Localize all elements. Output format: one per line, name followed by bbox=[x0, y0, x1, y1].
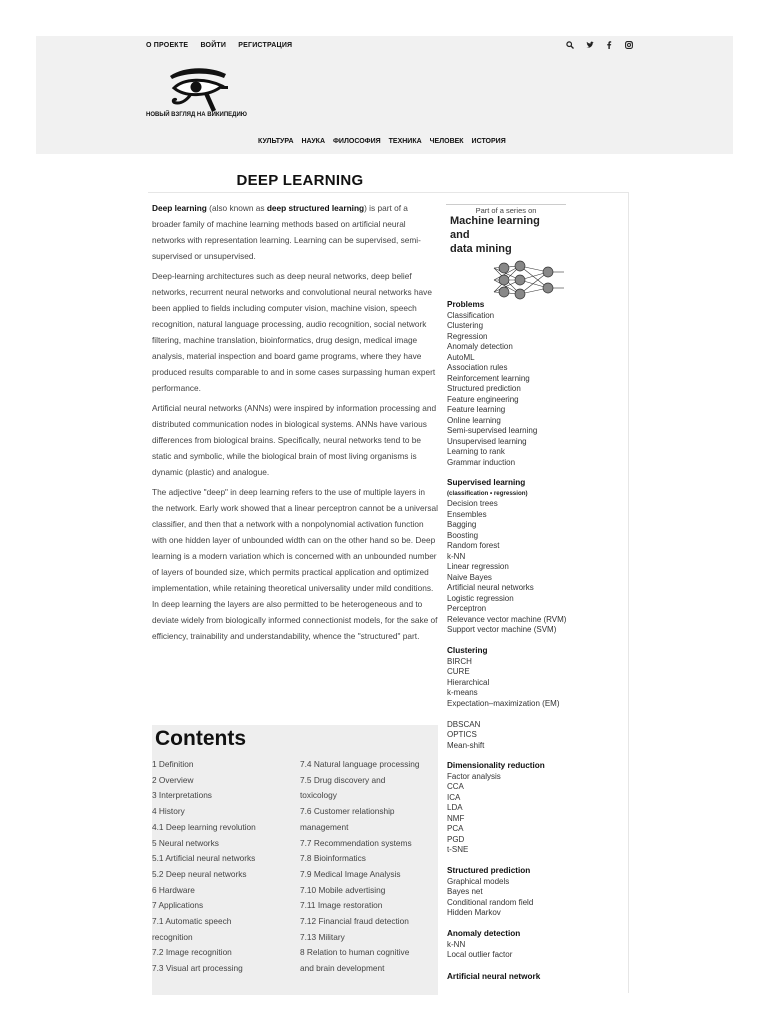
category-culture[interactable]: КУЛЬТУРА bbox=[258, 138, 294, 145]
toc-title: Contents bbox=[155, 727, 246, 750]
infobox-problems: Problems Classification Clustering Regression Anomaly detection AutoML Association rules Reinforcement learning Structured prediction Feature engineering Feature learning Online learning Semi-supervised learning Unsupervised learning Learning to rank Grammar induction bbox=[447, 300, 538, 467]
infobox-link[interactable]: PCA bbox=[447, 824, 464, 833]
toc-item[interactable]: 7 Applications bbox=[152, 900, 204, 911]
toc-item[interactable]: recognition bbox=[152, 931, 193, 942]
category-technology[interactable]: ТЕХНИКА bbox=[388, 138, 422, 145]
infobox-link[interactable]: Bagging bbox=[447, 520, 477, 529]
infobox-link[interactable]: Anomaly detection bbox=[447, 342, 513, 351]
toc-item[interactable]: 7.1 Automatic speech bbox=[152, 916, 232, 927]
infobox-anomaly-detection: Anomaly detection k-NN Local outlier factor bbox=[447, 929, 521, 959]
infobox-link[interactable]: Boosting bbox=[447, 530, 479, 540]
toc-item[interactable]: 7.6 Customer relationship bbox=[300, 806, 395, 817]
infobox-link[interactable]: Online learning bbox=[447, 415, 501, 425]
category-history[interactable]: ИСТОРИЯ bbox=[471, 138, 506, 145]
top-nav-about[interactable]: О ПРОЕКТЕ bbox=[146, 42, 189, 49]
infobox bbox=[446, 204, 626, 992]
instagram-icon[interactable] bbox=[625, 41, 633, 51]
toc-item[interactable]: 1 Definition bbox=[152, 759, 194, 769]
toc-item[interactable]: 7.12 Financial fraud detection bbox=[300, 916, 409, 927]
infobox-link[interactable]: Hierarchical bbox=[447, 677, 490, 687]
paragraph-4: The adjective "deep" in deep learning refers to the use of multiple layers in the network. Early work showed that a linear perceptron cannot be a universal classifier, and then that a network with a nonpolynomial activation function with one hidden layer of unbounded width can on the other hand so be. Deep learning is a modern variation which is concerned with an unbounded number of layers of bounded size, which permits practical application and optimized implementation, while retaining theoretical universality under mild conditions. In deep learning the layers are also permitted to be heterogeneous and to deviate widely from biologically informed connectionist models, for the sake of efficiency, trainability and understandability, whence the "structured" part. bbox=[152, 487, 438, 641]
toc-item[interactable]: 7.9 Medical Image Analysis bbox=[300, 868, 401, 879]
infobox-link[interactable]: NMF bbox=[447, 813, 465, 823]
infobox-link[interactable]: Relevance vector machine (RVM) bbox=[447, 614, 567, 624]
infobox-link[interactable]: CURE bbox=[447, 667, 470, 676]
infobox-link[interactable]: LDA bbox=[447, 803, 463, 812]
toc-item[interactable]: 5.2 Deep neural networks bbox=[152, 868, 247, 879]
toc-item[interactable]: 7.8 Bioinformatics bbox=[300, 853, 366, 864]
infobox-link[interactable]: Association rules bbox=[447, 363, 508, 372]
infobox-link[interactable]: PGD bbox=[447, 834, 465, 844]
category-science[interactable]: НАУКА bbox=[301, 138, 325, 145]
site-header bbox=[36, 36, 733, 154]
article-title: DEEP LEARNING bbox=[236, 172, 364, 189]
top-nav-register[interactable]: РЕГИСТРАЦИЯ bbox=[238, 42, 293, 49]
infobox-link[interactable]: Unsupervised learning bbox=[447, 436, 527, 446]
paragraph-2: Deep-learning architectures such as deep neural networks, deep belief networks, recurrent neural networks and convolutional neural networks have been applied to fields including computer vision, machine vision, speech recognition, natural language processing, audio recognition, social network filtering, machine translation, bioinformatics, drug design, medical image analysis, material inspection and board game programs, where they have produced results comparable to and in some cases surpassing human expert performance. bbox=[152, 271, 436, 393]
toc-item[interactable]: 4 History bbox=[152, 806, 185, 817]
infobox-structured-prediction: Structured prediction Graphical models Bayes net Conditional random field Hidden Markov bbox=[447, 866, 534, 917]
infobox-link[interactable]: DBSCAN bbox=[447, 719, 481, 729]
category-nav bbox=[258, 138, 512, 145]
infobox-link[interactable]: Learning to rank bbox=[447, 447, 505, 456]
term-deep-structured-learning: deep structured learning bbox=[266, 203, 365, 213]
infobox-link[interactable]: Conditional random field bbox=[447, 897, 534, 907]
toc-item[interactable]: 7.3 Visual art processing bbox=[152, 963, 243, 974]
toc-item[interactable]: 7.4 Natural language processing bbox=[300, 759, 420, 769]
infobox-clustering: Clustering BIRCH CURE Hierarchical k-means Expectation–maximization (EM) DBSCAN OPTICS Mean-shift bbox=[447, 646, 560, 750]
infobox-dimensionality-reduction: Dimensionality reduction Factor analysis CCA ICA LDA NMF PCA PGD t-SNE bbox=[447, 761, 545, 854]
infobox-link[interactable]: Logistic regression bbox=[447, 593, 514, 603]
category-human[interactable]: ЧЕЛОВЕК bbox=[429, 138, 464, 145]
infobox-link[interactable]: Factor analysis bbox=[447, 771, 501, 781]
article-body bbox=[152, 200, 438, 648]
social-icons bbox=[566, 41, 643, 51]
toc-item[interactable]: 5 Neural networks bbox=[152, 837, 219, 848]
search-icon[interactable] bbox=[566, 41, 574, 51]
eye-of-horus-logo[interactable] bbox=[166, 66, 230, 116]
paragraph-3: Artificial neural networks (ANNs) were inspired by information processing and distributed communication nodes in biological systems. ANNs have various differences from biological brains. Specifically, neural networks tend to be static and symbolic, while the biological brain of most living organisms is dynamic (plastic) and analogue. bbox=[152, 403, 437, 477]
infobox-link[interactable]: Local outlier factor bbox=[447, 950, 513, 959]
neural-network-diagram-icon bbox=[492, 260, 568, 300]
infobox-link[interactable]: ICA bbox=[447, 792, 461, 802]
table-of-contents bbox=[152, 725, 438, 995]
toc-item[interactable]: 8 Relation to human cognitive bbox=[300, 947, 410, 958]
infobox-link[interactable]: Clustering bbox=[447, 321, 484, 330]
infobox-link[interactable]: Linear regression bbox=[447, 562, 509, 571]
infobox-ann: Artificial neural network bbox=[447, 972, 541, 981]
infobox-link[interactable]: k-NN bbox=[447, 551, 466, 561]
toc-item[interactable]: 3 Interpretations bbox=[152, 790, 212, 801]
infobox-link[interactable]: Hidden Markov bbox=[447, 908, 501, 917]
term-deep-learning: Deep learning bbox=[152, 203, 207, 213]
toc-item[interactable]: management bbox=[300, 821, 349, 832]
toc-item[interactable]: toxicology bbox=[300, 790, 337, 801]
facebook-icon[interactable] bbox=[606, 41, 612, 51]
infobox-heading: Machine learning and data mining bbox=[450, 215, 540, 255]
infobox-link[interactable]: Decision trees bbox=[447, 499, 498, 508]
toc-item[interactable]: 7.11 Image restoration bbox=[300, 900, 383, 911]
infobox-link[interactable]: Mean-shift bbox=[447, 740, 485, 750]
infobox-link[interactable]: Feature engineering bbox=[447, 394, 519, 404]
infobox-link[interactable]: Naive Bayes bbox=[447, 572, 492, 582]
infobox-link[interactable]: Expectation–maximization (EM) bbox=[447, 698, 560, 708]
logo-text: НОВЫЙ ВЗГЛЯД НА ВИКИПЕДИЮ bbox=[146, 112, 247, 118]
infobox-link[interactable]: BIRCH bbox=[447, 656, 472, 666]
infobox-link bbox=[447, 709, 559, 720]
toc-column-1 bbox=[152, 757, 256, 977]
infobox-link[interactable]: Ensembles bbox=[447, 509, 487, 519]
infobox-link[interactable]: Graphical models bbox=[447, 876, 510, 886]
infobox-link[interactable]: OPTICS bbox=[447, 730, 477, 739]
infobox-link[interactable]: k-NN bbox=[447, 939, 466, 949]
infobox-link[interactable]: CCA bbox=[447, 782, 464, 791]
infobox-link[interactable]: Artificial neural networks bbox=[447, 583, 534, 592]
infobox-link[interactable]: Regression bbox=[447, 331, 488, 341]
infobox-link[interactable]: AutoML bbox=[447, 352, 475, 362]
infobox-link[interactable]: Structured prediction bbox=[447, 384, 521, 393]
infobox-link[interactable]: Random forest bbox=[447, 541, 500, 550]
top-nav bbox=[146, 42, 302, 49]
toc-item[interactable]: 7.2 Image recognition bbox=[152, 947, 232, 958]
toc-item[interactable]: 7.10 Mobile advertising bbox=[300, 884, 386, 895]
infobox-link[interactable]: Support vector machine (SVM) bbox=[447, 625, 557, 634]
infobox-caption: Part of a series on bbox=[446, 204, 566, 217]
toc-item[interactable]: and brain development bbox=[300, 963, 385, 974]
infobox-link[interactable]: Classification bbox=[447, 310, 495, 320]
category-philosophy[interactable]: ФИЛОСОФИЯ bbox=[332, 138, 381, 145]
infobox-link[interactable]: Semi-supervised learning bbox=[447, 426, 538, 435]
infobox-supervised: Supervised learning (classification • regression) Decision trees Ensembles Bagging Boosting Random forest k-NN Linear regression Naive Bayes Artificial neural networks Logistic regression Perceptron Relevance vector machine (RVM) Support vector machine (SVM) bbox=[447, 478, 567, 634]
top-nav-login[interactable]: ВОЙТИ bbox=[200, 42, 227, 49]
toc-item[interactable]: 5.1 Artificial neural networks bbox=[152, 853, 256, 864]
paragraph-1: Deep learning (also known as deep structured learning) is part of a broader family of machine learning methods based on artificial neural networks with representation learning. Learning can be supervised, semi-supervised or unsupervised. bbox=[152, 203, 421, 261]
infobox-link[interactable]: Feature learning bbox=[447, 405, 506, 414]
toc-item[interactable]: 7.7 Recommendation systems bbox=[300, 837, 412, 848]
toc-item[interactable]: 2 Overview bbox=[152, 774, 194, 785]
infobox-link[interactable]: t-SNE bbox=[447, 845, 469, 854]
toc-column-2 bbox=[300, 757, 419, 977]
infobox-link[interactable]: k-means bbox=[447, 688, 478, 697]
toc-item[interactable]: 6 Hardware bbox=[152, 884, 195, 895]
infobox-link[interactable]: Bayes net bbox=[447, 887, 483, 896]
infobox-link[interactable]: Grammar induction bbox=[447, 457, 516, 467]
toc-item[interactable]: 7.5 Drug discovery and bbox=[300, 774, 386, 785]
infobox-link[interactable]: Perceptron bbox=[447, 604, 487, 613]
toc-item[interactable]: 4.1 Deep learning revolution bbox=[152, 821, 256, 832]
twitter-icon[interactable] bbox=[586, 41, 594, 51]
toc-item[interactable]: 7.13 Military bbox=[300, 931, 345, 942]
infobox-link[interactable]: Reinforcement learning bbox=[447, 373, 530, 383]
